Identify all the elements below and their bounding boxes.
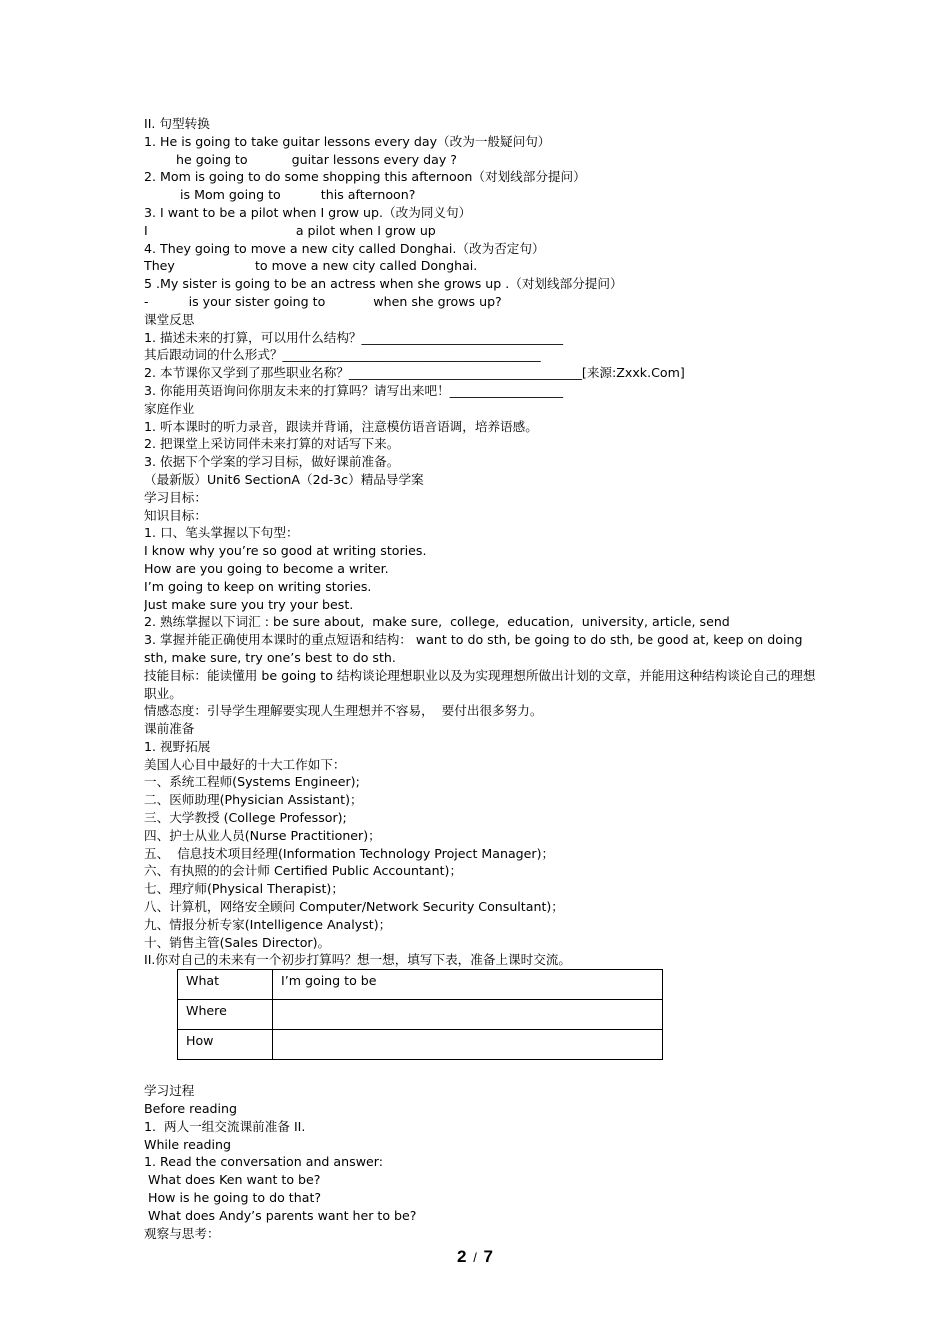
- text-line: 九、情报分析专家(Intelligence Analyst)；: [144, 916, 392, 932]
- text-line: I know why you’re so good at writing stories.: [144, 543, 427, 559]
- table-row: [178, 1030, 663, 1060]
- text-line: While reading: [144, 1136, 232, 1152]
- text-line: 5 .My sister is going to be an actress when she grows up .（对划线部分提问）: [144, 276, 623, 292]
- text-line: 1. He is going to take guitar lessons every day（改为一般疑问句）: [144, 133, 551, 149]
- text-line: 4. They going to move a new city called Donghai.（改为否定句）: [144, 240, 545, 256]
- table-row: [178, 1000, 663, 1030]
- table-row: [178, 970, 663, 1000]
- text-line: 学习目标：: [144, 489, 207, 505]
- text-line: 七、理疗师(Physical Therapist)；: [144, 881, 344, 897]
- text-line: 2. 把课堂上采访同伴未来打算的对话写下来。: [144, 436, 400, 452]
- page-indicator: [0, 1247, 950, 1267]
- text-line: II.你对自己的未来有一个初步打算吗？想一想，填写下表，准备上课时交流。: [144, 952, 572, 968]
- text-line: 3. 你能用英语询问你朋友未来的打算吗？请写出来吧！__________________: [144, 382, 564, 398]
- text-line: 十、销售主管(Sales Director)。: [144, 934, 331, 950]
- text-line: 1. 描述未来的打算，可以用什么结构？________________________________: [144, 329, 564, 345]
- text-line: 其后跟动词的什么形式？_________________________________________: [144, 347, 541, 363]
- text-line: is Mom going to this afternoon?: [144, 187, 416, 203]
- text-line: 课堂反思: [144, 311, 195, 327]
- text-line: 1. 两人一组交流课前准备 II.: [144, 1118, 306, 1134]
- text-line: Just make sure you try your best.: [144, 596, 354, 612]
- text-line: 1. 口、笔头掌握以下句型：: [144, 525, 299, 541]
- text-line: They to move a new city called Donghai.: [144, 258, 478, 274]
- exercise-and-homework-section: [144, 115, 824, 631]
- future-plan-table: [177, 969, 663, 1060]
- text-line: he going to guitar lessons every day ?: [144, 151, 457, 167]
- text-line: 四、护士从业人员(Nurse Practitioner)；: [144, 827, 381, 843]
- learning-process-section: [144, 1082, 824, 1242]
- text-line: 1. 视野拓展: [144, 738, 211, 754]
- text-line: 观察与思考：: [144, 1225, 220, 1241]
- total-page-count: 7: [483, 1247, 494, 1266]
- text-line: （最新版）Unit6 SectionA（2d-3c）精品导学案: [144, 471, 424, 487]
- text-line: 美国人心目中最好的十大工作如下：: [144, 756, 346, 772]
- text-line: 二、医师助理(Physician Assistant)；: [144, 792, 363, 808]
- document-body: [144, 115, 824, 1242]
- table-answer-cell[interactable]: [273, 1030, 663, 1060]
- text-line: 家庭作业: [144, 400, 195, 416]
- text-line: 五、 信息技术项目经理(Information Technology Project Manager)；: [144, 845, 555, 861]
- text-line: I’m going to keep on writing stories.: [144, 578, 372, 594]
- text-line: 知识目标：: [144, 507, 207, 523]
- text-line: 2. 本节课你又学到了那些职业名称？_____________________________________[来源:Zxxk.Com]: [144, 365, 685, 381]
- text-line: I a pilot when I grow up: [144, 222, 436, 238]
- text-line: - is your sister going to when she grows up?: [144, 293, 502, 309]
- text-line: 1. 听本课时的听力录音，跟读并背诵，注意模仿语音语调，培养语感。: [144, 418, 538, 434]
- text-line: 三、大学教授 (College Professor);: [144, 810, 347, 826]
- text-line: How are you going to become a writer.: [144, 560, 389, 576]
- preparation-section: [144, 702, 824, 969]
- text-line: II. 句型转换: [144, 116, 210, 131]
- text-line: What does Ken want to be?: [144, 1172, 321, 1188]
- page-separator: /: [473, 1250, 477, 1265]
- text-line: 1. Read the conversation and answer:: [144, 1154, 383, 1170]
- text-line: 2. 熟练掌握以下词汇 : be sure about, make sure, college, education, university, article, send: [144, 614, 730, 630]
- text-line: 3. 依据下个学案的学习目标，做好课前准备。: [144, 454, 400, 470]
- table-row-label: How: [178, 1030, 273, 1060]
- table-answer-cell[interactable]: [273, 1000, 663, 1030]
- text-line: 课前准备: [144, 721, 195, 737]
- current-page-number: 2: [456, 1247, 467, 1266]
- text-line: 一、系统工程师(Systems Engineer);: [144, 774, 360, 790]
- text-line: How is he going to do that?: [144, 1190, 322, 1206]
- skill-objective-paragraph: 技能目标：能读懂用 be going to 结构谈论理想职业以及为实现理想所做出计划的文章，并能用这种结构谈论自己的理想职业。: [144, 667, 816, 701]
- text-line: Before reading: [144, 1101, 238, 1117]
- text-line: 2. Mom is going to do some shopping this afternoon（对划线部分提问）: [144, 169, 586, 185]
- text-line: 3. I want to be a pilot when I grow up.（改为同义句）: [144, 204, 472, 220]
- table-row-label: What: [178, 970, 273, 1000]
- text-line: 八、计算机，网络安全顾问 Computer/Network Security Consultant)；: [144, 899, 564, 915]
- text-line: What does Andy’s parents want her to be?: [144, 1207, 417, 1223]
- text-line: 情感态度：引导学生理解要实现人生理想并不容易， 要付出很多努力。: [144, 703, 543, 719]
- objective-paragraph-structures: 3. 掌握并能正确使用本课时的重点短语和结构： want to do sth, be going to do sth, be good at, keep on doing sth, make sure, try one’s best to do sth.: [144, 632, 803, 665]
- table-row-label: Where: [178, 1000, 273, 1030]
- text-line: 学习过程: [144, 1083, 195, 1099]
- table-answer-cell[interactable]: I’m going to be: [273, 970, 663, 1000]
- text-line: 六、有执照的的会计师 Certified Public Accountant)；: [144, 863, 463, 879]
